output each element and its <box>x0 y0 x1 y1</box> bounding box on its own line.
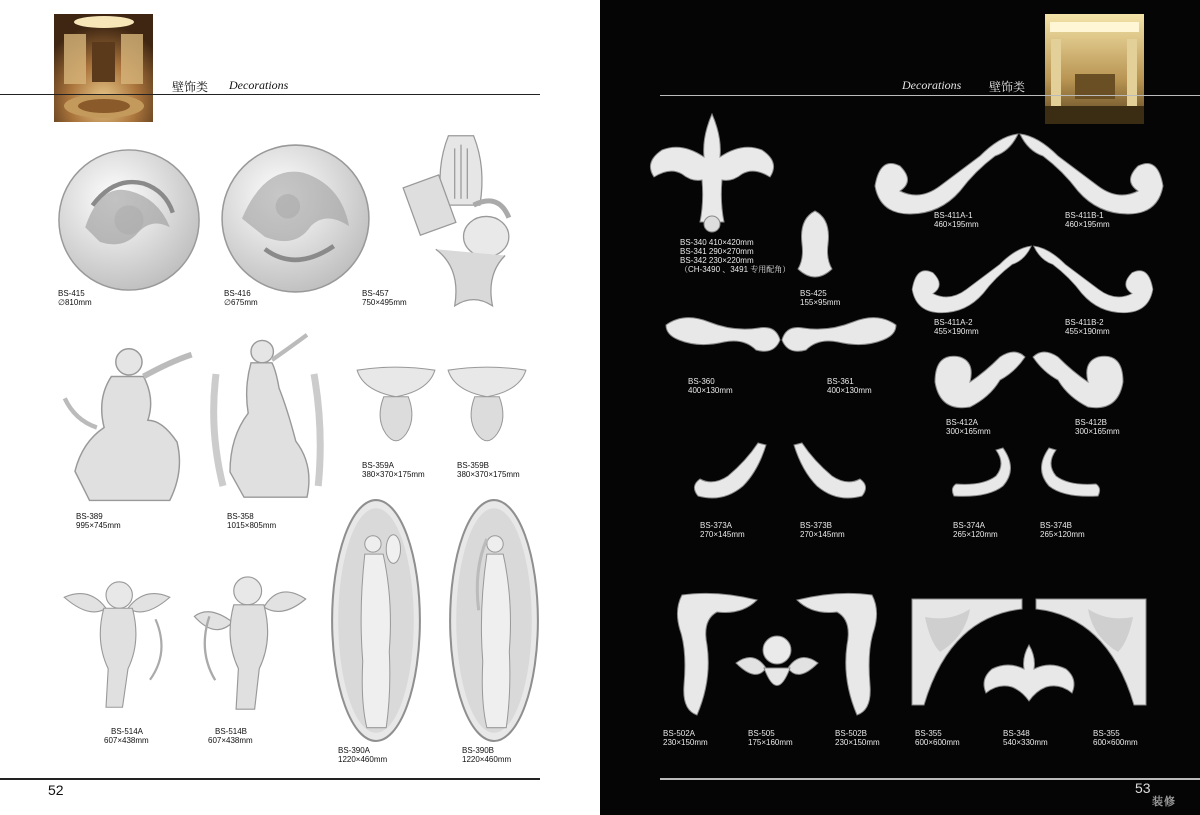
caption-code: BS-502A <box>663 729 696 738</box>
product-image-bs-360 <box>664 310 782 360</box>
header-rule <box>0 94 540 95</box>
product-image-bs-373a <box>688 441 772 507</box>
caption-size: ∅675mm <box>224 298 258 307</box>
caption-size: 300×165mm <box>1075 427 1120 436</box>
caption-size: 380×370×175mm <box>362 470 425 479</box>
product-image-bs-415 <box>56 147 202 293</box>
product-image-bs-358 <box>194 332 336 507</box>
header-title-cn: 壁饰类 <box>989 80 1026 94</box>
product-image-bs-411b-2 <box>1032 238 1157 320</box>
product-image-bs-390a <box>330 498 422 743</box>
caption-size: 1220×460mm <box>338 755 388 764</box>
caption-size: 265×120mm <box>953 530 998 539</box>
caption-code: BS-411A-2 <box>934 318 973 327</box>
caption-code: BS-389 <box>76 512 103 521</box>
caption-size: 1220×460mm <box>462 755 512 764</box>
caption-size: 995×745mm <box>76 521 121 530</box>
caption-code: BS-411B-2 <box>1065 318 1104 327</box>
caption-bs-340-line: （CH-3490 、3491 专用配角） <box>680 265 791 274</box>
header-title-cn: 壁饰类 <box>172 80 209 94</box>
caption-code: BS-373A <box>700 521 733 530</box>
caption-size: 455×190mm <box>1065 327 1110 336</box>
caption-size: 455×190mm <box>934 327 979 336</box>
caption-code: BS-411B-1 <box>1065 211 1104 220</box>
caption-code: BS-514B <box>215 727 248 736</box>
caption-size: 600×600mm <box>1093 738 1138 747</box>
caption-size: 460×195mm <box>1065 220 1110 229</box>
caption-code: BS-390B <box>462 746 495 755</box>
caption-size: 230×150mm <box>835 738 880 747</box>
caption-code: BS-412B <box>1075 418 1108 427</box>
product-image-bs-348 <box>978 643 1080 705</box>
page-number: 53 <box>1135 780 1151 796</box>
product-image-bs-373b <box>788 441 872 507</box>
caption-code: BS-359B <box>457 461 490 470</box>
caption-size: 607×438mm <box>104 736 149 745</box>
caption-size: 460×195mm <box>934 220 979 229</box>
header-title-en: Decorations <box>229 78 289 92</box>
caption-size: 750×495mm <box>362 298 407 307</box>
caption-bs-340-line: BS-340 410×420mm <box>680 238 754 247</box>
product-image-bs-361 <box>780 310 898 360</box>
caption-code: BS-355 <box>915 729 942 738</box>
product-image-bs-359a <box>355 362 437 450</box>
caption-code: BS-416 <box>224 289 251 298</box>
brand-logo: 装修 <box>1152 796 1176 808</box>
header-rule <box>660 95 1200 96</box>
catalog-page-right <box>600 0 1200 815</box>
product-image-bs-416 <box>219 142 372 295</box>
caption-size: 270×145mm <box>700 530 745 539</box>
caption-size: 230×150mm <box>663 738 708 747</box>
caption-code: BS-505 <box>748 729 775 738</box>
product-image-bs-340 <box>642 112 782 234</box>
caption-size: 175×160mm <box>748 738 793 747</box>
caption-size: 400×130mm <box>827 386 872 395</box>
caption-size: 1015×805mm <box>227 521 277 530</box>
caption-code: BS-374B <box>1040 521 1073 530</box>
caption-bs-340-line: BS-342 230×220mm <box>680 256 754 265</box>
product-image-bs-374a <box>948 444 1016 500</box>
product-image-bs-389 <box>53 340 199 515</box>
product-image-bs-359b <box>446 362 528 450</box>
caption-code: BS-514A <box>111 727 144 736</box>
caption-code: BS-359A <box>362 461 395 470</box>
product-image-bs-425 <box>794 209 836 285</box>
product-image-bs-514a <box>62 574 172 714</box>
caption-code: BS-374A <box>953 521 986 530</box>
product-image-bs-514b <box>190 570 310 715</box>
product-image-bs-502b <box>792 590 882 722</box>
header-title-en: Decorations <box>902 78 962 92</box>
caption-code: BS-457 <box>362 289 389 298</box>
page-number: 52 <box>48 782 64 798</box>
product-image-bs-411a-2 <box>908 238 1033 320</box>
caption-code: BS-348 <box>1003 729 1030 738</box>
product-image-bs-412a <box>930 342 1028 414</box>
footer-rule <box>0 778 540 780</box>
caption-code: BS-361 <box>827 377 854 386</box>
caption-code: BS-390A <box>338 746 371 755</box>
caption-size: ∅810mm <box>58 298 92 307</box>
interior-thumbnail <box>1045 14 1144 124</box>
product-image-bs-457 <box>398 128 524 320</box>
caption-code: BS-373B <box>800 521 833 530</box>
caption-size: 600×600mm <box>915 738 960 747</box>
caption-bs-340-line: BS-341 290×270mm <box>680 247 754 256</box>
product-image-bs-374b <box>1036 444 1104 500</box>
product-image-bs-411b-1 <box>1018 126 1168 221</box>
product-image-bs-411a-1 <box>870 126 1020 221</box>
caption-code: BS-502B <box>835 729 868 738</box>
caption-code: BS-355 <box>1093 729 1120 738</box>
footer-rule <box>660 778 1200 780</box>
caption-size: 155×95mm <box>800 298 841 307</box>
product-image-bs-412b <box>1030 342 1128 414</box>
caption-size: 540×330mm <box>1003 738 1048 747</box>
caption-size: 607×438mm <box>208 736 253 745</box>
caption-code: BS-425 <box>800 289 827 298</box>
caption-code: BS-360 <box>688 377 715 386</box>
caption-size: 400×130mm <box>688 386 733 395</box>
caption-size: 300×165mm <box>946 427 991 436</box>
caption-code: BS-411A-1 <box>934 211 973 220</box>
caption-code: BS-358 <box>227 512 254 521</box>
caption-size: 265×120mm <box>1040 530 1085 539</box>
caption-size: 270×145mm <box>800 530 845 539</box>
caption-size: 380×370×175mm <box>457 470 520 479</box>
product-image-bs-390b <box>448 498 540 743</box>
caption-code: BS-412A <box>946 418 979 427</box>
caption-code: BS-415 <box>58 289 85 298</box>
interior-thumbnail <box>54 14 153 122</box>
